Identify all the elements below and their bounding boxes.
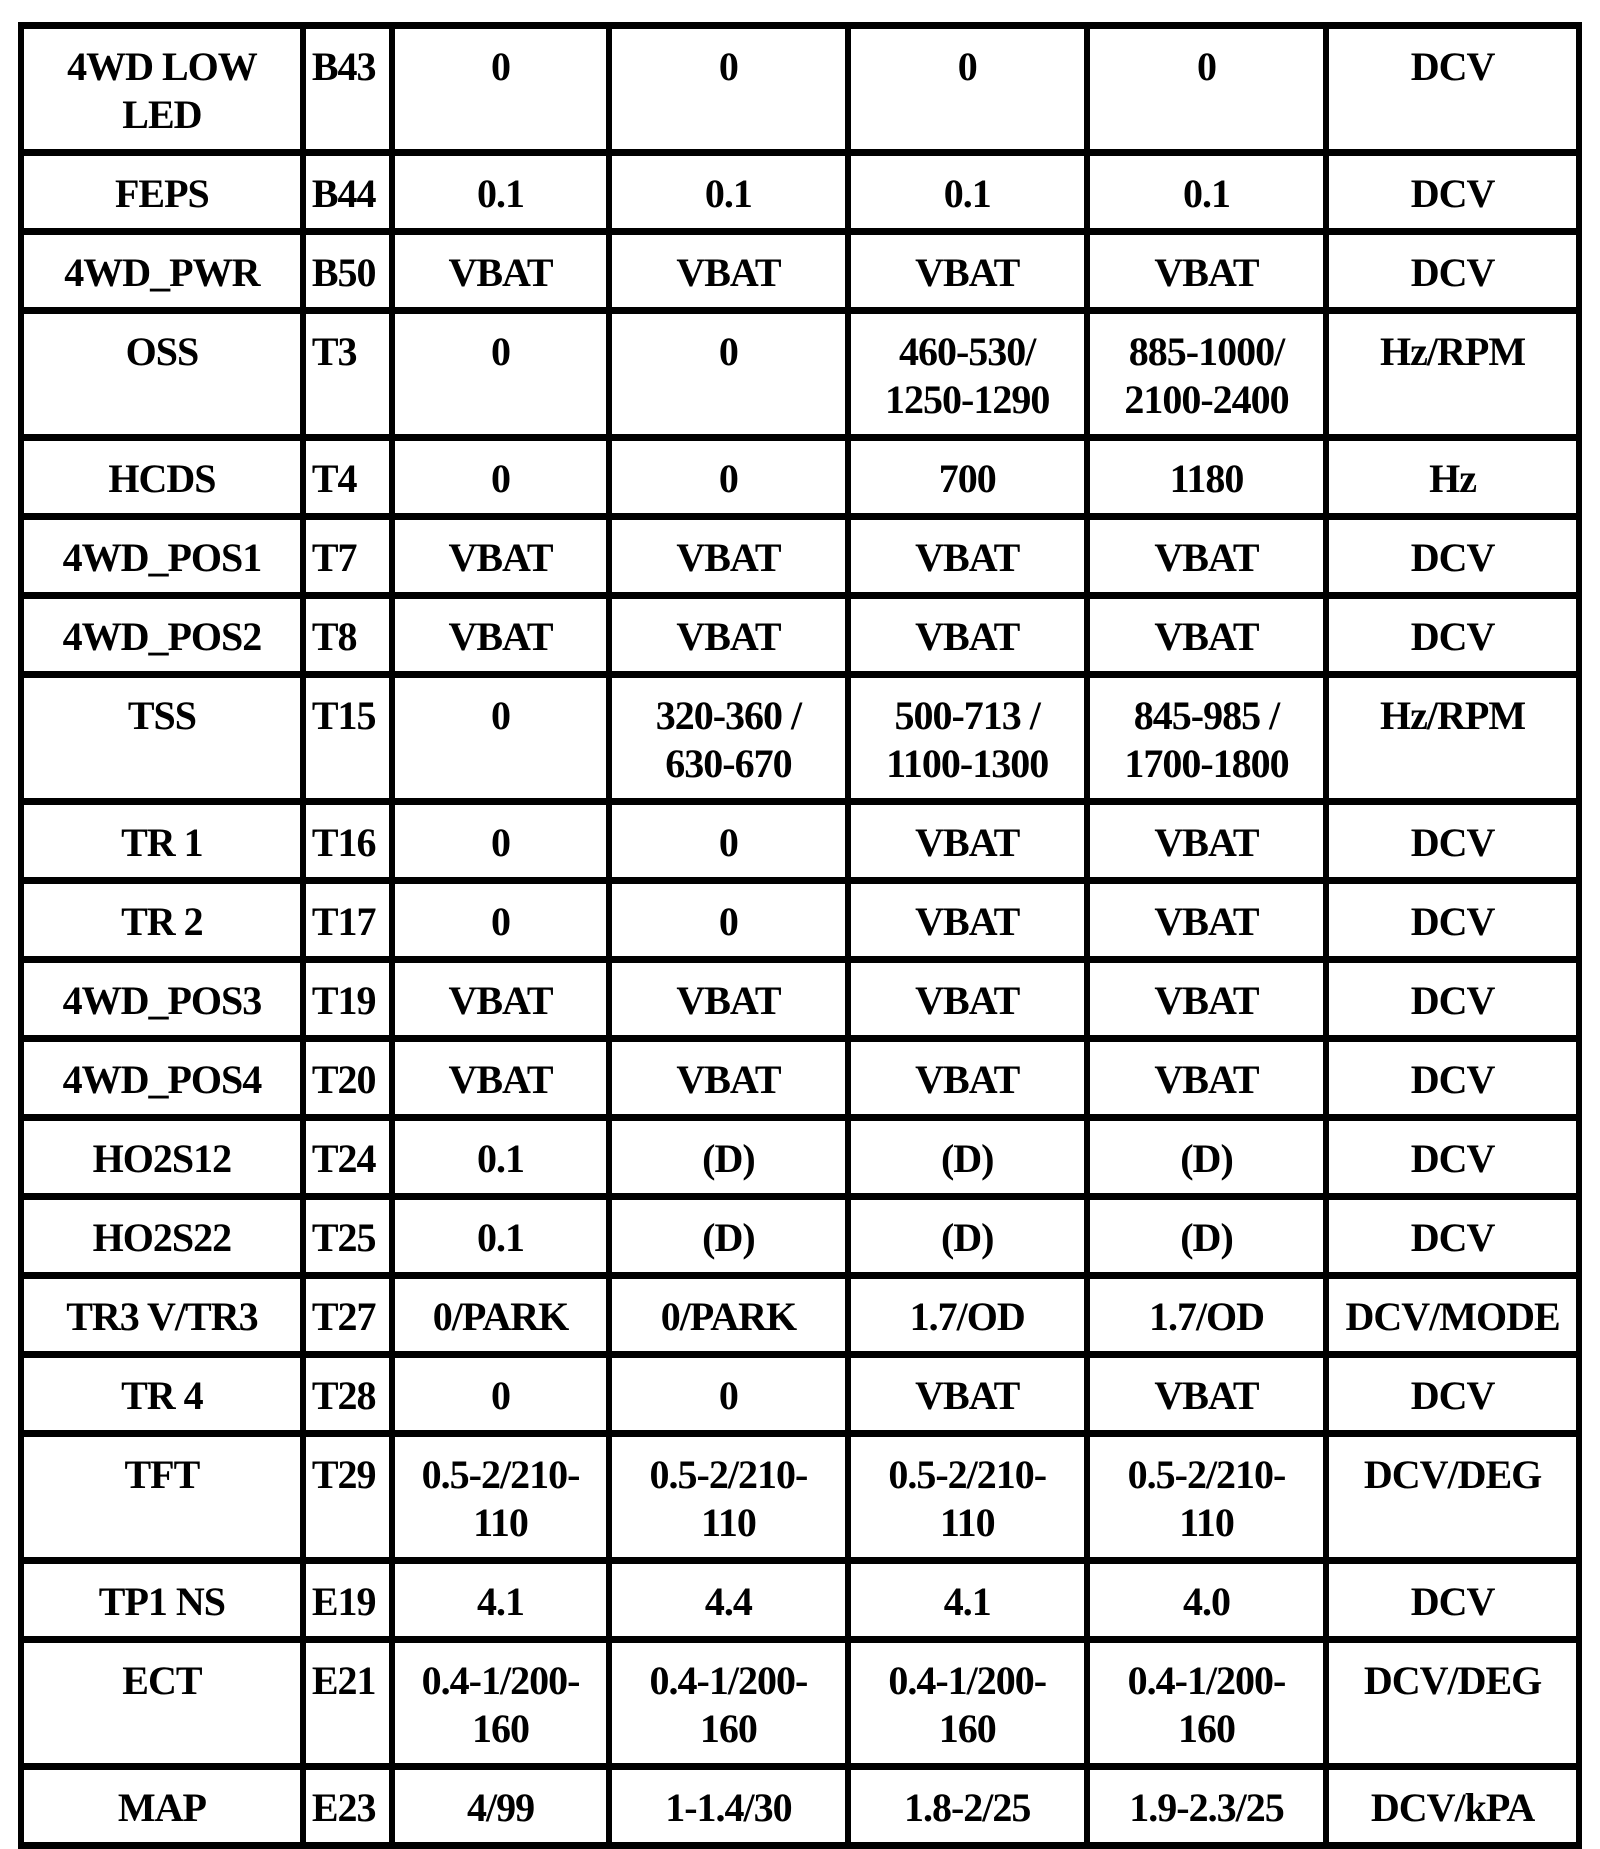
pin-cell: E23 <box>306 1770 389 1842</box>
value-2-cell: 0 <box>612 441 844 513</box>
table-row <box>24 1437 1576 1557</box>
value-1-cell: 0.5-2/210- 110 <box>395 1437 607 1557</box>
value-2-cell: VBAT <box>612 599 844 671</box>
signal-name-cell: HO2S12 <box>24 1121 300 1193</box>
pin-cell: T29 <box>306 1437 389 1557</box>
pin-cell: T8 <box>306 599 389 671</box>
signal-name-cell: OSS <box>24 314 300 434</box>
value-2-cell: 320-360 / 630-670 <box>612 678 844 798</box>
table-row <box>24 1564 1576 1636</box>
value-1-cell: 0.4-1/200- 160 <box>395 1643 607 1763</box>
unit-cell: DCV <box>1329 1564 1576 1636</box>
pin-cell: T3 <box>306 314 389 434</box>
value-3-cell: (D) <box>851 1200 1084 1272</box>
value-2-cell: 0 <box>612 314 844 434</box>
unit-cell: Hz/RPM <box>1329 314 1576 434</box>
value-3-cell: 0.1 <box>851 156 1084 228</box>
value-4-cell: VBAT <box>1090 963 1323 1035</box>
pin-cell: T4 <box>306 441 389 513</box>
value-3-cell: VBAT <box>851 599 1084 671</box>
value-3-cell: 0.4-1/200- 160 <box>851 1643 1084 1763</box>
value-4-cell: VBAT <box>1090 520 1323 592</box>
value-2-cell: 0/PARK <box>612 1279 844 1351</box>
table-row <box>24 156 1576 228</box>
signal-name-cell: HCDS <box>24 441 300 513</box>
value-1-cell: VBAT <box>395 520 607 592</box>
value-2-cell: VBAT <box>612 235 844 307</box>
value-1-cell: 0 <box>395 805 607 877</box>
pin-cell: E19 <box>306 1564 389 1636</box>
table-row <box>24 29 1576 149</box>
value-1-cell: 4.1 <box>395 1564 607 1636</box>
signal-name-cell: TR3 V/TR3 <box>24 1279 300 1351</box>
value-1-cell: 0 <box>395 29 607 149</box>
value-2-cell: 0.4-1/200- 160 <box>612 1643 844 1763</box>
signal-name-cell: 4WD_POS4 <box>24 1042 300 1114</box>
value-1-cell: 0.1 <box>395 1121 607 1193</box>
signal-name-cell: TR 2 <box>24 884 300 956</box>
table-row <box>24 963 1576 1035</box>
value-4-cell: 4.0 <box>1090 1564 1323 1636</box>
pin-cell: B44 <box>306 156 389 228</box>
value-4-cell: 0.4-1/200- 160 <box>1090 1643 1323 1763</box>
value-1-cell: VBAT <box>395 1042 607 1114</box>
unit-cell: DCV <box>1329 805 1576 877</box>
signal-name-cell: 4WD_POS3 <box>24 963 300 1035</box>
pin-cell: T15 <box>306 678 389 798</box>
value-1-cell: 0.1 <box>395 1200 607 1272</box>
value-4-cell: 0.5-2/210- 110 <box>1090 1437 1323 1557</box>
pin-cell: T24 <box>306 1121 389 1193</box>
pin-cell: T16 <box>306 805 389 877</box>
value-3-cell: (D) <box>851 1121 1084 1193</box>
value-4-cell: 1.7/OD <box>1090 1279 1323 1351</box>
value-1-cell: VBAT <box>395 235 607 307</box>
value-3-cell: 460-530/ 1250-1290 <box>851 314 1084 434</box>
value-4-cell: VBAT <box>1090 1358 1323 1430</box>
pin-cell: T25 <box>306 1200 389 1272</box>
value-4-cell: VBAT <box>1090 805 1323 877</box>
unit-cell: DCV <box>1329 156 1576 228</box>
pin-cell: T7 <box>306 520 389 592</box>
signal-name-cell: 4WD_POS1 <box>24 520 300 592</box>
value-4-cell: 0.1 <box>1090 156 1323 228</box>
unit-cell: DCV <box>1329 29 1576 149</box>
value-4-cell: VBAT <box>1090 884 1323 956</box>
pin-cell: E21 <box>306 1643 389 1763</box>
value-1-cell: 0 <box>395 884 607 956</box>
value-1-cell: VBAT <box>395 963 607 1035</box>
value-4-cell: VBAT <box>1090 235 1323 307</box>
signal-name-cell: FEPS <box>24 156 300 228</box>
value-2-cell: 0.5-2/210- 110 <box>612 1437 844 1557</box>
value-3-cell: 1.7/OD <box>851 1279 1084 1351</box>
signal-name-cell: HO2S22 <box>24 1200 300 1272</box>
value-2-cell: VBAT <box>612 520 844 592</box>
unit-cell: Hz <box>1329 441 1576 513</box>
value-2-cell: 4.4 <box>612 1564 844 1636</box>
value-4-cell: VBAT <box>1090 1042 1323 1114</box>
unit-cell: Hz/RPM <box>1329 678 1576 798</box>
value-4-cell: 1180 <box>1090 441 1323 513</box>
signal-name-cell: TR 1 <box>24 805 300 877</box>
value-2-cell: (D) <box>612 1121 844 1193</box>
value-3-cell: 0.5-2/210- 110 <box>851 1437 1084 1557</box>
signal-name-cell: 4WD LOW LED <box>24 29 300 149</box>
value-2-cell: 0 <box>612 29 844 149</box>
value-2-cell: 0 <box>612 884 844 956</box>
unit-cell: DCV <box>1329 235 1576 307</box>
unit-cell: DCV/DEG <box>1329 1643 1576 1763</box>
pin-cell: T27 <box>306 1279 389 1351</box>
value-3-cell: 700 <box>851 441 1084 513</box>
table-row <box>24 1200 1576 1272</box>
value-2-cell: 0 <box>612 805 844 877</box>
signal-name-cell: MAP <box>24 1770 300 1842</box>
unit-cell: DCV <box>1329 884 1576 956</box>
unit-cell: DCV/kPA <box>1329 1770 1576 1842</box>
value-4-cell: 0 <box>1090 29 1323 149</box>
value-3-cell: VBAT <box>851 235 1084 307</box>
pin-voltage-table <box>18 22 1582 1849</box>
value-1-cell: 4/99 <box>395 1770 607 1842</box>
signal-name-cell: 4WD_POS2 <box>24 599 300 671</box>
table-row <box>24 1358 1576 1430</box>
table-row <box>24 314 1576 434</box>
value-1-cell: 0 <box>395 441 607 513</box>
pin-cell: T17 <box>306 884 389 956</box>
value-4-cell: (D) <box>1090 1200 1323 1272</box>
value-2-cell: VBAT <box>612 1042 844 1114</box>
table-row <box>24 678 1576 798</box>
signal-name-cell: TSS <box>24 678 300 798</box>
value-3-cell: VBAT <box>851 805 1084 877</box>
signal-name-cell: TR 4 <box>24 1358 300 1430</box>
pin-cell: B50 <box>306 235 389 307</box>
value-3-cell: 500-713 / 1100-1300 <box>851 678 1084 798</box>
value-1-cell: 0 <box>395 1358 607 1430</box>
value-2-cell: 1-1.4/30 <box>612 1770 844 1842</box>
value-1-cell: 0 <box>395 678 607 798</box>
signal-name-cell: ECT <box>24 1643 300 1763</box>
pin-cell: T20 <box>306 1042 389 1114</box>
unit-cell: DCV <box>1329 1200 1576 1272</box>
pin-cell: B43 <box>306 29 389 149</box>
unit-cell: DCV <box>1329 963 1576 1035</box>
table-row <box>24 1279 1576 1351</box>
value-1-cell: 0/PARK <box>395 1279 607 1351</box>
value-4-cell: (D) <box>1090 1121 1323 1193</box>
value-3-cell: VBAT <box>851 963 1084 1035</box>
value-3-cell: VBAT <box>851 520 1084 592</box>
signal-name-cell: 4WD_PWR <box>24 235 300 307</box>
value-4-cell: 885-1000/ 2100-2400 <box>1090 314 1323 434</box>
table-row <box>24 1042 1576 1114</box>
table-row <box>24 1643 1576 1763</box>
unit-cell: DCV/DEG <box>1329 1437 1576 1557</box>
value-1-cell: 0 <box>395 314 607 434</box>
unit-cell: DCV <box>1329 1121 1576 1193</box>
value-2-cell: (D) <box>612 1200 844 1272</box>
value-1-cell: VBAT <box>395 599 607 671</box>
value-3-cell: 1.8-2/25 <box>851 1770 1084 1842</box>
value-4-cell: VBAT <box>1090 599 1323 671</box>
pin-cell: T28 <box>306 1358 389 1430</box>
unit-cell: DCV <box>1329 599 1576 671</box>
value-4-cell: 1.9-2.3/25 <box>1090 1770 1323 1842</box>
value-3-cell: VBAT <box>851 1358 1084 1430</box>
table-row <box>24 1121 1576 1193</box>
signal-name-cell: TP1 NS <box>24 1564 300 1636</box>
value-3-cell: 0 <box>851 29 1084 149</box>
table-row <box>24 235 1576 307</box>
unit-cell: DCV/MODE <box>1329 1279 1576 1351</box>
table-row <box>24 520 1576 592</box>
value-2-cell: 0.1 <box>612 156 844 228</box>
value-2-cell: 0 <box>612 1358 844 1430</box>
signal-name-cell: TFT <box>24 1437 300 1557</box>
value-4-cell: 845-985 / 1700-1800 <box>1090 678 1323 798</box>
value-1-cell: 0.1 <box>395 156 607 228</box>
pin-cell: T19 <box>306 963 389 1035</box>
value-3-cell: VBAT <box>851 884 1084 956</box>
value-3-cell: VBAT <box>851 1042 1084 1114</box>
unit-cell: DCV <box>1329 1358 1576 1430</box>
unit-cell: DCV <box>1329 1042 1576 1114</box>
table-row <box>24 1770 1576 1842</box>
table-body <box>24 29 1576 1842</box>
unit-cell: DCV <box>1329 520 1576 592</box>
table-row <box>24 805 1576 877</box>
table-row <box>24 599 1576 671</box>
value-3-cell: 4.1 <box>851 1564 1084 1636</box>
table-row <box>24 441 1576 513</box>
table-row <box>24 884 1576 956</box>
value-2-cell: VBAT <box>612 963 844 1035</box>
